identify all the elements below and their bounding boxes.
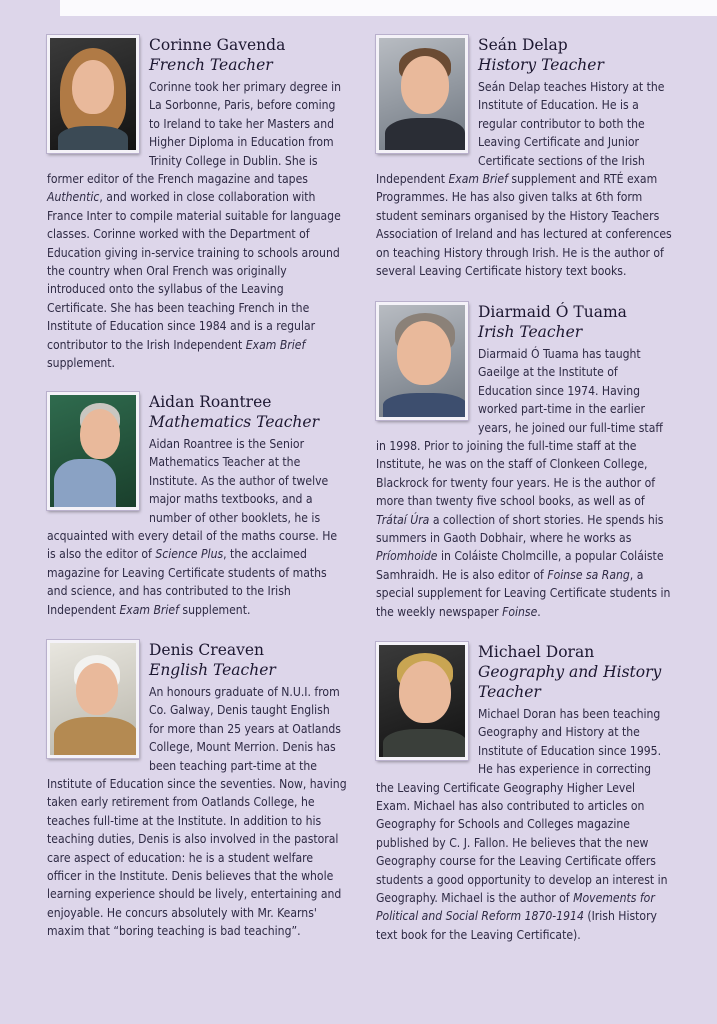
bio-text: in Coláiste Cholmcille, a popular Coláiste Samhraidh. He is also editor of [376, 549, 664, 582]
teacher-profile [376, 642, 672, 944]
italic-title: Príomhoide [376, 549, 438, 564]
bio-text: supplement and RTÉ exam Programmes. He has also given talks at 6th form student seminars organised by the History Teachers Association of Ireland and has lectured at conferences on teaching History through Irish. He is the author of several Leaving Certificate history text books. [376, 172, 672, 279]
bio-text: , and worked in close collaboration with France Inter to compile material suitable for language classes. Corinne worked with the Department of Education giving in-service training to schools around the country when Oral French was originally introduced onto the syllabus of the Leaving Certificate. She has been teaching French in the Institute of Education since 1984 and is a regular contributor to the Irish Independent [47, 190, 341, 352]
bio-text: supplement. [47, 356, 116, 371]
teacher-name: Seán Delap [478, 36, 568, 54]
italic-title: Movements for Political and Social Reform 1870-1914 [376, 891, 655, 924]
bio-text: Aidan Roantree is the Senior Mathematics Teacher at the Institute. As the author of twelve major maths textbooks, and a number of other booklets, he is acquainted with every detail of the maths course. He is also the editor of [47, 437, 338, 562]
teacher-role: English Teacher [149, 661, 276, 679]
portrait-photo [47, 392, 139, 510]
italic-title: Foinse sa Rang [547, 567, 630, 582]
teacher-name: Michael Doran [478, 643, 595, 661]
teacher-profile [47, 392, 347, 619]
bio-text: , a special supplement for Leaving Certificate students in the weekly newspaper [376, 567, 671, 619]
teacher-name: Diarmaid Ó Tuama [478, 303, 627, 321]
portrait-photo [47, 640, 139, 758]
teacher-profile [376, 302, 672, 621]
teacher-profile [47, 35, 347, 373]
italic-title: Foinse [502, 604, 538, 619]
portrait-photo [376, 302, 468, 420]
bio-text: Seán Delap teaches History at the Institute of Education. He is a regular contributor to both the Leaving Certificate and Junior Certificate sections of the Irish Independent [376, 80, 665, 187]
bio-text: Michael Doran has been teaching Geography and History at the Institute of Education since 1995. He has experience in correcting the Leaving Certificate Geography Higher Level Exam. Michael has also contributed to articles on Geography for Schools and Colleges magazine published by C. J. Fallon. He believes that the new Geography course for the Leaving Certificate offers students a good opportunity to develop an interest in Geography. Michael is the author of [376, 707, 668, 906]
teacher-role: Mathematics Teacher [149, 413, 319, 431]
teacher-name: Aidan Roantree [149, 393, 272, 411]
bio-text: supplement. [178, 602, 251, 617]
teacher-role: French Teacher [149, 56, 273, 74]
teacher-name: Corinne Gavenda [149, 36, 286, 54]
italic-title: Science Plus [155, 547, 224, 562]
bio-text: a collection of short stories. He spends his summers in Gaoth Dobhair, where he works as [376, 512, 664, 546]
bio-text: Corinne took her primary degree in La Sorbonne, Paris, before coming to Ireland to take her Masters and Higher Diploma in Education from Trinity College in Dublin. She is former editor of the French magazine and tapes [47, 80, 342, 187]
bio-text: . [537, 604, 541, 619]
italic-title: Exam Brief [245, 337, 306, 352]
teacher-role: Geography and History Teacher [478, 663, 662, 701]
italic-title: Trátaí Úra [376, 512, 430, 527]
teacher-profile [47, 640, 347, 941]
bio-text: , the acclaimed magazine for Leaving Certificate students of maths and science, and has contributed to the Irish Independent [47, 547, 327, 617]
teacher-role: Irish Teacher [478, 323, 583, 341]
italic-title: Exam Brief [119, 602, 179, 617]
italic-title: Authentic [47, 190, 100, 205]
bio-text: (Irish History text book for the Leaving Certificate). [376, 909, 657, 942]
bio-text: An honours graduate of N.U.I. from Co. Galway, Denis taught English for more than 25 years at Oatlands College, Mount Merrion. Denis has been teaching part-time at the Institute of Education since the seventies. Now, having taken early retirement from Oatlands College, he teaches full-time at the Institute. In addition to his teaching duties, Denis is also involved in the pastoral care aspect of education: he is a student welfare officer in the Institute. Denis believes that the whole learning experience should be lively, entertaining and enjoyable. He concurs absolutely with Mr. Kearns' maxim that “boring teaching is bad teaching”. [47, 685, 347, 939]
portrait-photo [376, 642, 468, 760]
teacher-name: Denis Creaven [149, 641, 265, 659]
portrait-photo [47, 35, 139, 153]
portrait-photo [376, 35, 468, 153]
italic-title: Exam Brief [448, 172, 508, 187]
bio-text: Diarmaid Ó Tuama has taught Gaeilge at the Institute of Education since 1974. Having worked part-time in the earlier years, he joined our full-time staff in 1998. Prior to joining the full-time staff at the Institute, he was on the staff of Clonkeen College, Blackrock for twenty four years. He is the author of more than twenty five school books, as well as of [376, 347, 663, 509]
teacher-profile [376, 35, 672, 280]
top-bar [60, 0, 717, 16]
teacher-role: History Teacher [478, 56, 604, 74]
